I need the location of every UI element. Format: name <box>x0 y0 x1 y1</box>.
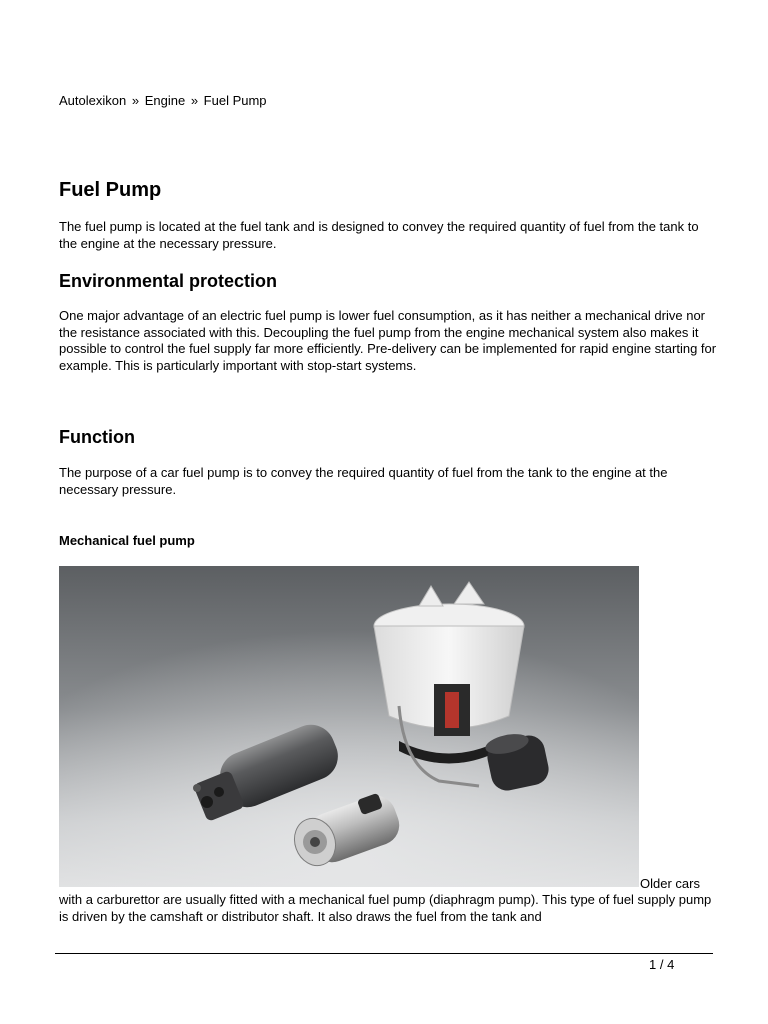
subsection-heading-mechanical-fuel-pump: Mechanical fuel pump <box>59 533 195 548</box>
breadcrumb <box>59 93 267 109</box>
environmental-protection-paragraph: One major advantage of an electric fuel pump is lower fuel consumption, as it has neither a mechanical drive nor the resistance associated with this. Decoupling the fuel pump from the engine mechanical system also makes it possible to control the fuel supply far more efficiently. Pre-delivery can be implemented for rapid engine starting for example. This is particularly important with stop-start systems. <box>59 308 717 373</box>
fuel-pump-illustration <box>59 566 639 887</box>
mechanical-pump-paragraph: with a carburettor are usually fitted with a mechanical fuel pump (diaphragm pump). This type of fuel supply pump is driven by the camshaft or distributor shaft. It also draws the fuel from the tank and <box>59 892 712 924</box>
function-paragraph: The purpose of a car fuel pump is to convey the required quantity of fuel from the tank to the engine at the necessary pressure. <box>59 465 668 497</box>
mechanical-pump-paragraph-start: Older cars <box>640 876 700 891</box>
fuel-pump-photo <box>59 566 639 887</box>
page-title: Fuel Pump <box>59 179 162 201</box>
breadcrumb-item-engine[interactable]: Engine <box>144 93 186 108</box>
section-heading-function: Function <box>59 427 135 447</box>
breadcrumb-separator: » <box>190 93 199 108</box>
breadcrumb-item-autolexikon[interactable]: Autolexikon <box>59 93 127 108</box>
section-heading-environmental-protection: Environmental protection <box>59 271 278 291</box>
intro-paragraph: The fuel pump is located at the fuel tank and is designed to convey the required quantity of fuel from the tank to the engine at the necessary pressure. <box>59 219 699 251</box>
footer-divider <box>55 953 713 954</box>
page-number: 1 / 4 <box>649 957 675 972</box>
breadcrumb-item-fuel-pump: Fuel Pump <box>203 93 267 108</box>
breadcrumb-separator: » <box>131 93 140 108</box>
